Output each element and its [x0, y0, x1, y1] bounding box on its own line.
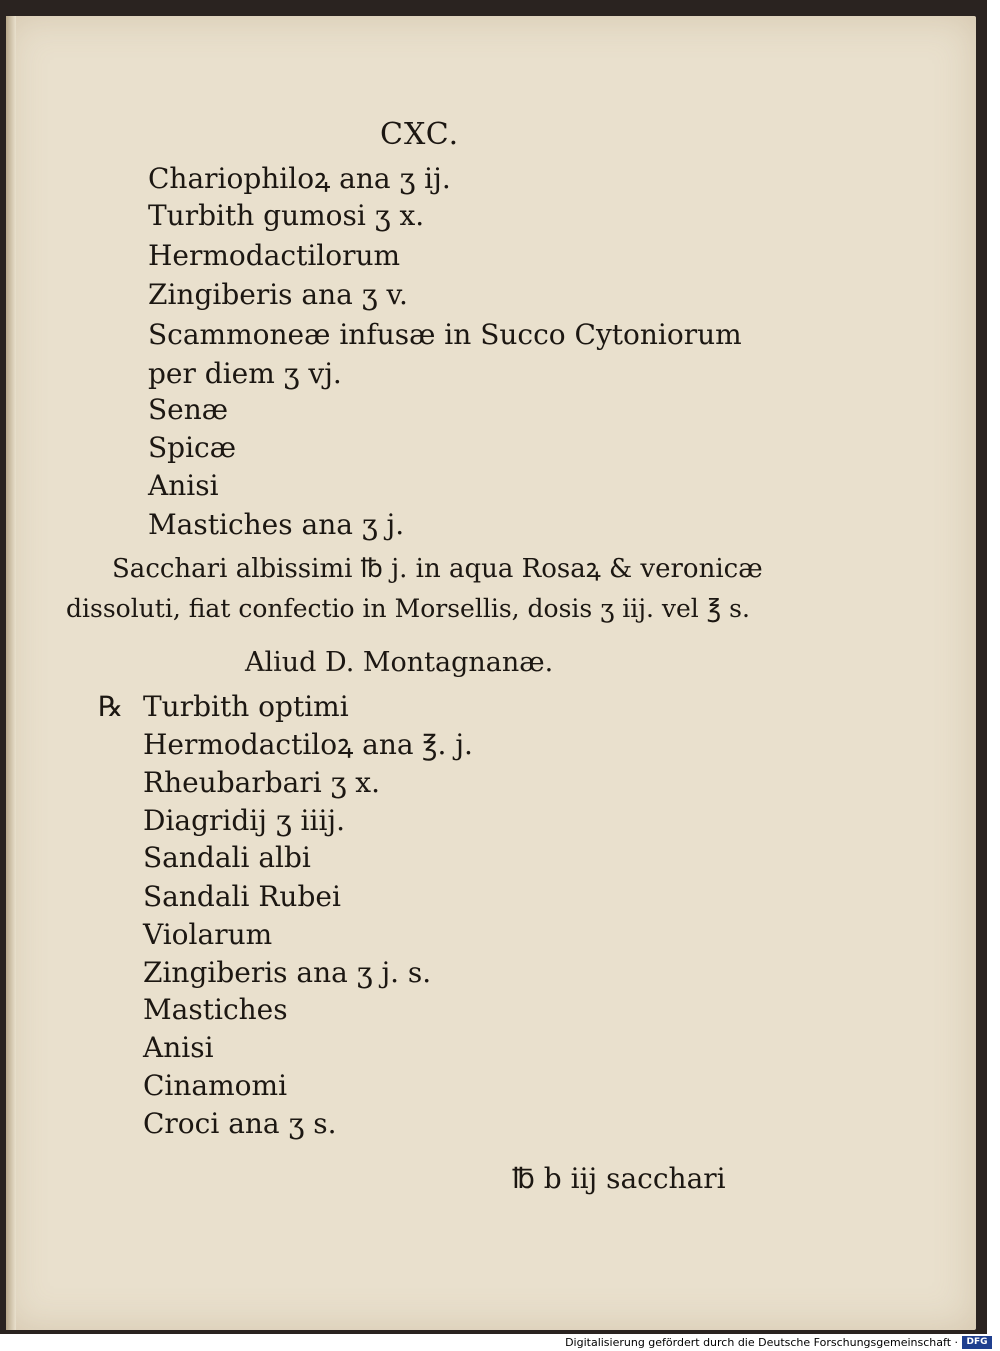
recipe-line: Chariophiloꝝ ana ʒ ij. [148, 162, 451, 195]
recipe-line: Zingiberis ana ʒ v. [148, 278, 408, 311]
page-gutter-shadow [6, 16, 16, 1330]
recipe-line: Mastiches ana ʒ j. [148, 508, 405, 541]
recipe-line: Senæ [148, 393, 229, 426]
recipe-line: Hermodactilorum [148, 239, 401, 272]
recipe-line: Diagridij ʒ iiij. [143, 804, 345, 837]
paragraph-line: Sacchari albissimi ℔ j. in aqua Rosaꝝ & veronicæ [112, 554, 763, 584]
funding-credit: Digitalisierung gefördert durch die Deutsche Forschungsgemeinschaft · [565, 1336, 958, 1349]
recipe-line: Violarum [143, 918, 273, 951]
paragraph-line: dissoluti, fiat confectio in Morsellis, dosis ʒ iij. vel ℥ s. [66, 594, 750, 623]
recipe-line: Rheubarbari ʒ x. [143, 766, 380, 799]
recipe-line: Croci ana ʒ s. [143, 1107, 337, 1140]
recipe-line: Anisi [143, 1031, 214, 1064]
recipe-line: per diem ʒ vj. [148, 357, 342, 390]
catchword: ℔ b iij sacchari [512, 1162, 726, 1195]
folio-number: CXC. [380, 117, 460, 152]
recipe-line: Sandali Rubei [143, 880, 341, 913]
recipe-line: Zingiberis ana ʒ j. s. [143, 956, 432, 989]
recipe-line: Sandali albi [143, 841, 311, 874]
recipe-line: Turbith optimi [143, 690, 349, 723]
dfg-logo: DFG [962, 1336, 992, 1349]
recipe-line: Turbith gumosi ʒ x. [148, 199, 425, 232]
recipe-line: Mastiches [143, 993, 288, 1026]
section-heading: Aliud D. Montagnanæ. [245, 647, 554, 678]
recipe-line: Scammoneæ infusæ in Succo Cytoniorum [148, 318, 742, 351]
recipe-line: Spicæ [148, 431, 237, 464]
recipe-line: Cinamomi [143, 1069, 288, 1102]
recipe-line: Hermodactiloꝝ ana ℥. j. [143, 728, 473, 761]
recipe-line: Anisi [148, 469, 219, 502]
recipe-mark: ℞ [98, 690, 124, 723]
